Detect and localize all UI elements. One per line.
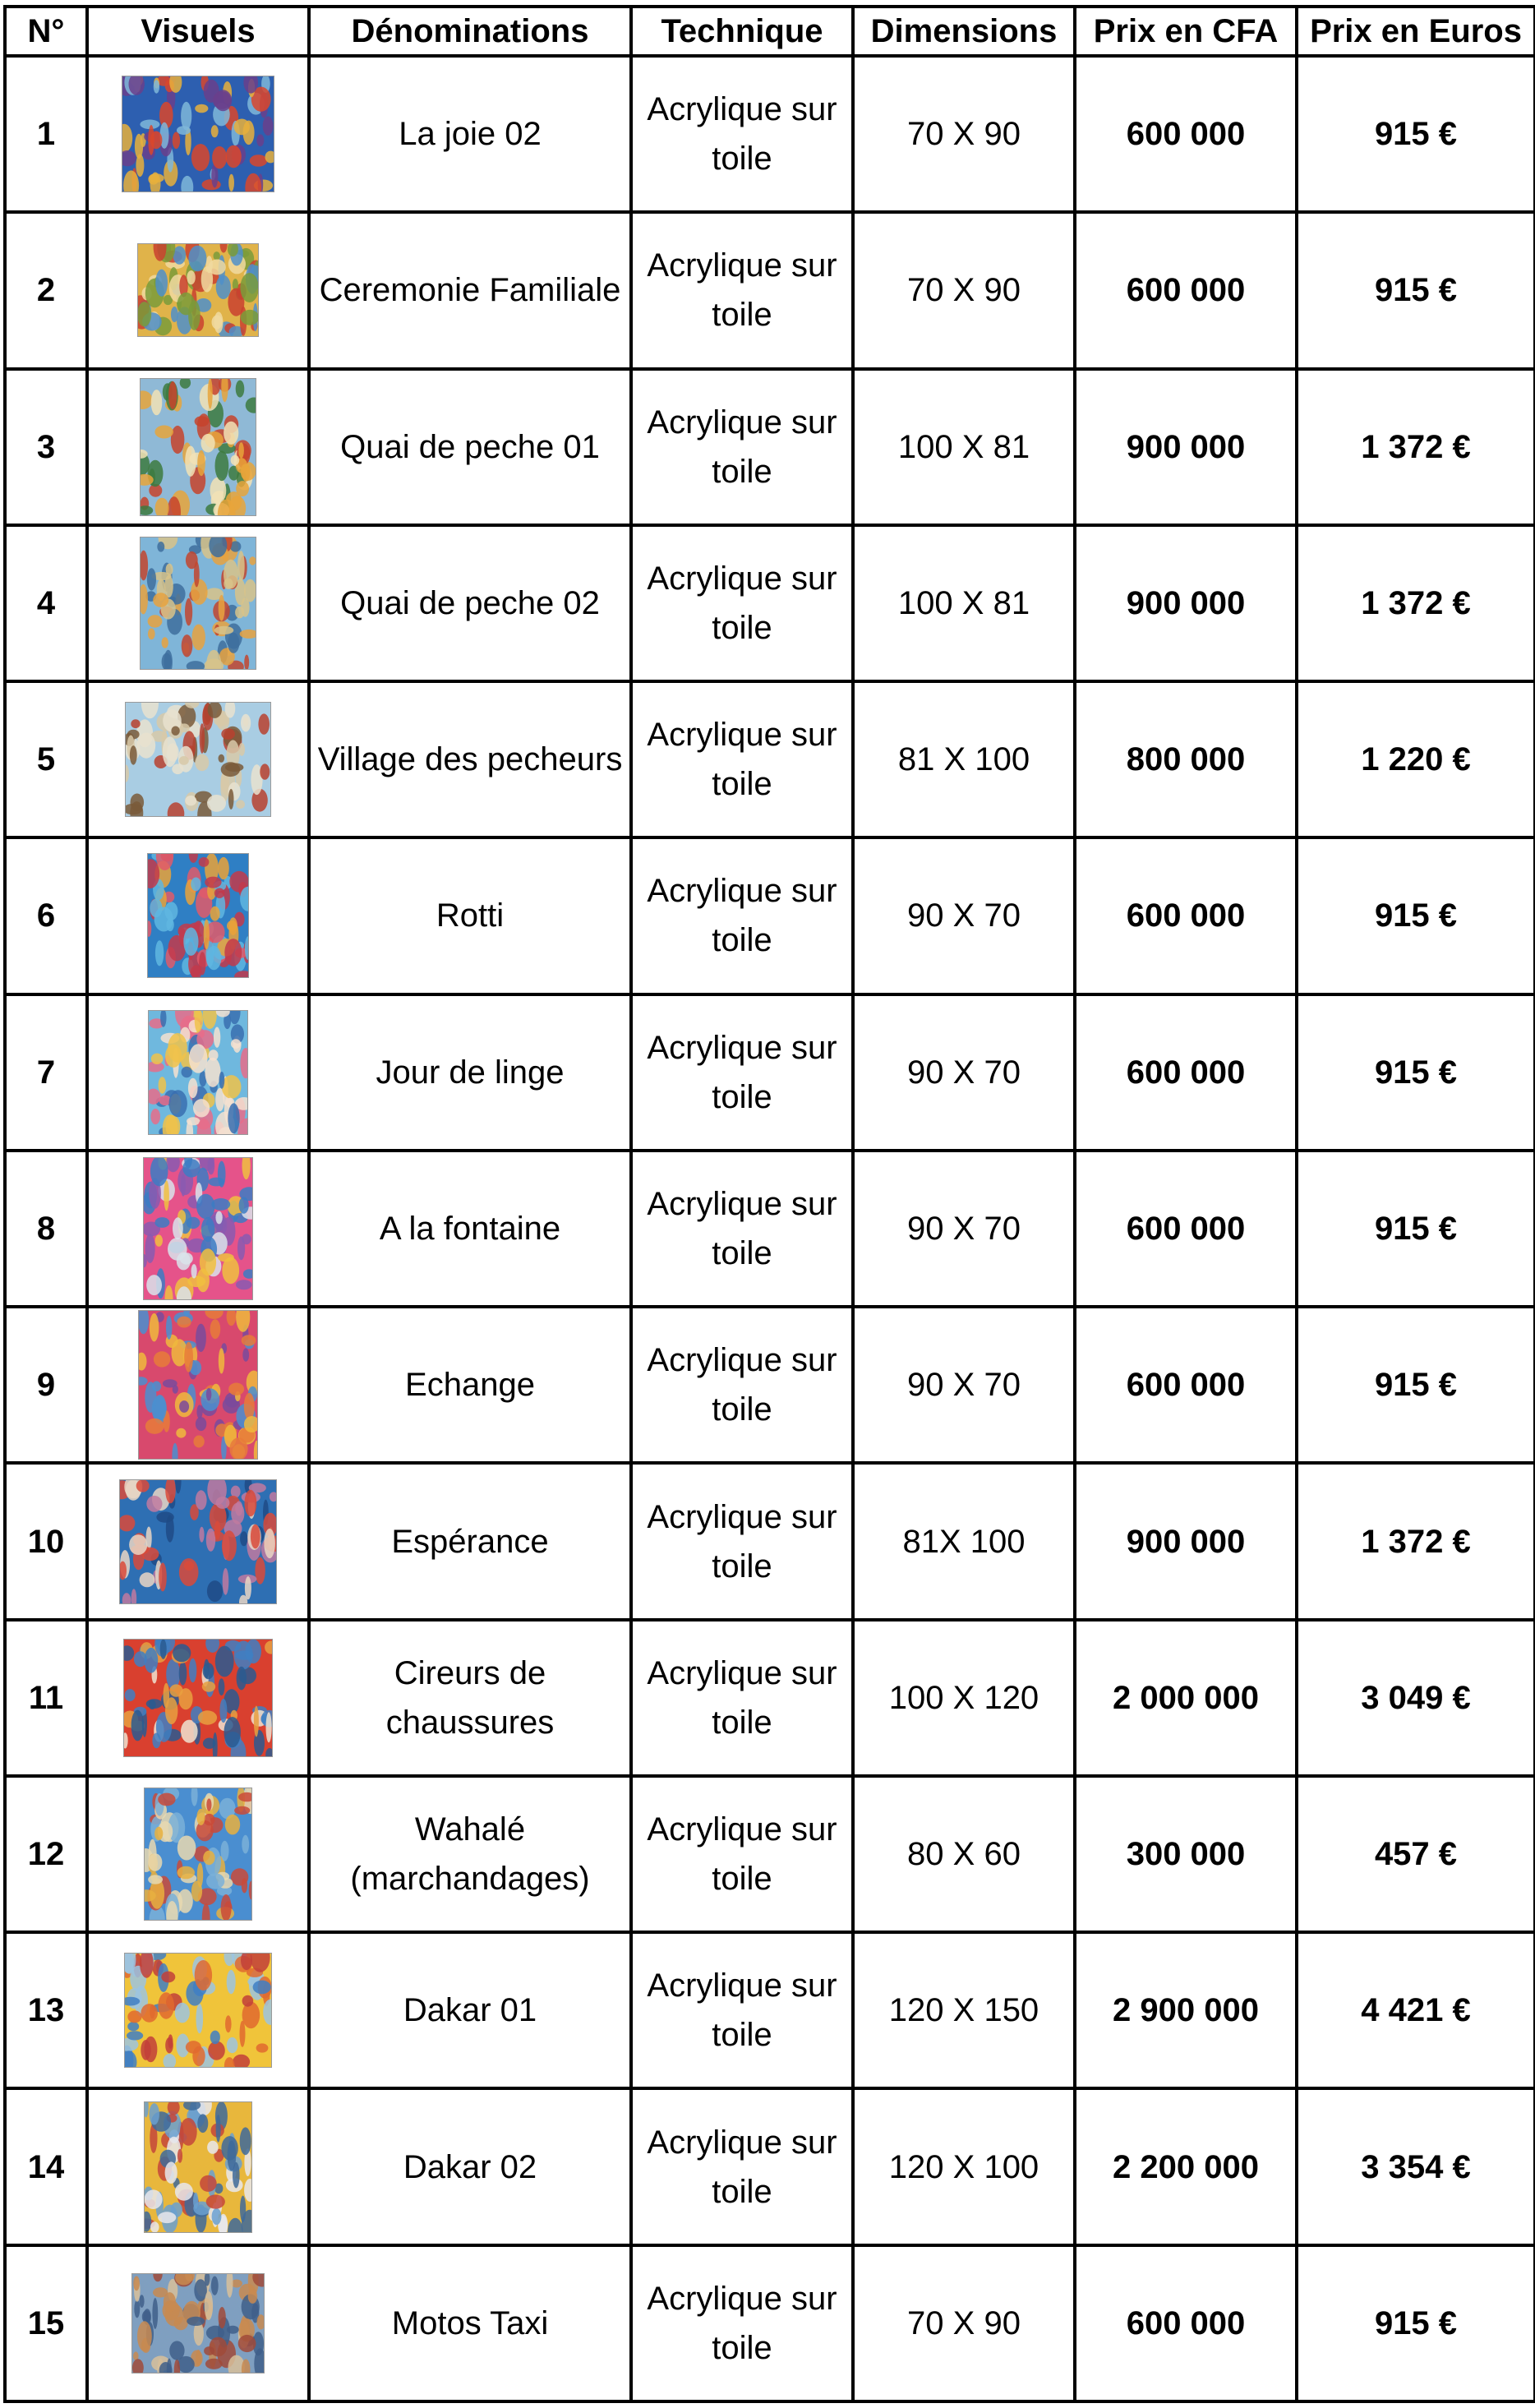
row-number: 8 (5, 1151, 87, 1307)
visual-cell (87, 1776, 309, 1932)
painting-thumbnail-icon (144, 2101, 252, 2233)
technique: Acrylique sur toile (631, 837, 853, 994)
artwork-name: Village des pecheurs (309, 681, 631, 837)
price-euros: 3 354 € (1297, 2088, 1535, 2244)
price-cfa: 800 000 (1075, 681, 1297, 837)
row-number: 3 (5, 369, 87, 525)
painting-thumbnail-icon (140, 537, 256, 670)
painting-thumbnail-icon (140, 378, 256, 516)
table-row (5, 994, 1535, 1151)
price-cfa: 600 000 (1075, 1307, 1297, 1463)
header-number: N° (5, 7, 87, 56)
visual-cell (87, 369, 309, 525)
dimensions: 81X 100 (853, 1463, 1075, 1619)
row-number: 2 (5, 212, 87, 368)
painting-thumbnail-icon (123, 1639, 273, 1757)
dimensions: 81 X 100 (853, 681, 1075, 837)
table-row (5, 1151, 1535, 1307)
visual-cell (87, 2088, 309, 2244)
visual-cell (87, 681, 309, 837)
dimensions: 70 X 90 (853, 2245, 1075, 2401)
row-number: 7 (5, 994, 87, 1151)
price-cfa: 600 000 (1075, 212, 1297, 368)
technique: Acrylique sur toile (631, 2088, 853, 2244)
price-euros: 915 € (1297, 1151, 1535, 1307)
visual-cell (87, 212, 309, 368)
artwork-name: Jour de linge (309, 994, 631, 1151)
row-number: 12 (5, 1776, 87, 1932)
artwork-name: Rotti (309, 837, 631, 994)
visual-cell (87, 1463, 309, 1619)
price-euros: 1 220 € (1297, 681, 1535, 837)
price-euros: 915 € (1297, 994, 1535, 1151)
row-number: 6 (5, 837, 87, 994)
price-cfa: 900 000 (1075, 369, 1297, 525)
visual-cell (87, 837, 309, 994)
price-euros: 4 421 € (1297, 1932, 1535, 2088)
price-euros: 915 € (1297, 212, 1535, 368)
painting-thumbnail-icon (131, 2273, 265, 2373)
row-number: 10 (5, 1463, 87, 1619)
table-body (5, 56, 1535, 2401)
price-cfa: 600 000 (1075, 2245, 1297, 2401)
price-list-table (3, 5, 1535, 2403)
visual-cell (87, 1307, 309, 1463)
artwork-name: La joie 02 (309, 56, 631, 212)
dimensions: 100 X 81 (853, 369, 1075, 525)
price-cfa: 900 000 (1075, 525, 1297, 681)
table-row (5, 212, 1535, 368)
price-euros: 915 € (1297, 2245, 1535, 2401)
header-dimensions: Dimensions (853, 7, 1075, 56)
row-number: 11 (5, 1620, 87, 1776)
price-cfa: 2 200 000 (1075, 2088, 1297, 2244)
price-euros: 915 € (1297, 837, 1535, 994)
price-cfa: 600 000 (1075, 56, 1297, 212)
painting-thumbnail-icon (147, 853, 249, 978)
painting-thumbnail-icon (122, 76, 274, 192)
table-row (5, 2245, 1535, 2401)
technique: Acrylique sur toile (631, 1151, 853, 1307)
artwork-name: Dakar 01 (309, 1932, 631, 2088)
header-names: Dénominations (309, 7, 631, 56)
painting-thumbnail-icon (143, 1157, 253, 1300)
price-cfa: 2 000 000 (1075, 1620, 1297, 1776)
dimensions: 90 X 70 (853, 1151, 1075, 1307)
dimensions: 90 X 70 (853, 1307, 1075, 1463)
table-row (5, 1776, 1535, 1932)
table-row (5, 1463, 1535, 1619)
technique: Acrylique sur toile (631, 56, 853, 212)
table-row (5, 1932, 1535, 2088)
dimensions: 70 X 90 (853, 212, 1075, 368)
technique: Acrylique sur toile (631, 1620, 853, 1776)
painting-thumbnail-icon (137, 243, 259, 337)
technique: Acrylique sur toile (631, 1463, 853, 1619)
technique: Acrylique sur toile (631, 994, 853, 1151)
table-row (5, 837, 1535, 994)
visual-cell (87, 1932, 309, 2088)
painting-thumbnail-icon (144, 1788, 252, 1921)
painting-thumbnail-icon (148, 1010, 248, 1135)
table-row (5, 369, 1535, 525)
dimensions: 100 X 120 (853, 1620, 1075, 1776)
price-euros: 457 € (1297, 1776, 1535, 1932)
artwork-name: Wahalé (marchandages) (309, 1776, 631, 1932)
price-euros: 915 € (1297, 1307, 1535, 1463)
visual-cell (87, 525, 309, 681)
technique: Acrylique sur toile (631, 1932, 853, 2088)
dimensions: 120 X 100 (853, 2088, 1075, 2244)
dimensions: 90 X 70 (853, 994, 1075, 1151)
technique: Acrylique sur toile (631, 681, 853, 837)
header-price-cfa: Prix en CFA (1075, 7, 1297, 56)
row-number: 14 (5, 2088, 87, 2244)
price-cfa: 900 000 (1075, 1463, 1297, 1619)
artwork-name: Quai de peche 02 (309, 525, 631, 681)
table-row (5, 1307, 1535, 1463)
artwork-name: Echange (309, 1307, 631, 1463)
artwork-name: Quai de peche 01 (309, 369, 631, 525)
price-cfa: 300 000 (1075, 1776, 1297, 1932)
artwork-name: Cireurs de chaussures (309, 1620, 631, 1776)
technique: Acrylique sur toile (631, 212, 853, 368)
technique: Acrylique sur toile (631, 525, 853, 681)
row-number: 4 (5, 525, 87, 681)
row-number: 9 (5, 1307, 87, 1463)
painting-thumbnail-icon (138, 1310, 258, 1460)
visual-cell (87, 56, 309, 212)
price-euros: 1 372 € (1297, 525, 1535, 681)
dimensions: 100 X 81 (853, 525, 1075, 681)
row-number: 15 (5, 2245, 87, 2401)
header-technique: Technique (631, 7, 853, 56)
dimensions: 90 X 70 (853, 837, 1075, 994)
header-price-euros: Prix en Euros (1297, 7, 1535, 56)
table-row (5, 525, 1535, 681)
table-row (5, 2088, 1535, 2244)
row-number: 13 (5, 1932, 87, 2088)
dimensions: 80 X 60 (853, 1776, 1075, 1932)
technique: Acrylique sur toile (631, 2245, 853, 2401)
row-number: 5 (5, 681, 87, 837)
painting-thumbnail-icon (124, 1953, 272, 2068)
painting-thumbnail-icon (125, 702, 271, 817)
row-number: 1 (5, 56, 87, 212)
artwork-name: Ceremonie Familiale (309, 212, 631, 368)
table-row (5, 681, 1535, 837)
price-cfa: 2 900 000 (1075, 1932, 1297, 2088)
technique: Acrylique sur toile (631, 1307, 853, 1463)
visual-cell (87, 1620, 309, 1776)
price-euros: 1 372 € (1297, 369, 1535, 525)
table-row (5, 1620, 1535, 1776)
price-cfa: 600 000 (1075, 994, 1297, 1151)
visual-cell (87, 1151, 309, 1307)
table-row (5, 56, 1535, 212)
artwork-name: Espérance (309, 1463, 631, 1619)
dimensions: 120 X 150 (853, 1932, 1075, 2088)
price-euros: 915 € (1297, 56, 1535, 212)
price-euros: 3 049 € (1297, 1620, 1535, 1776)
technique: Acrylique sur toile (631, 369, 853, 525)
visual-cell (87, 994, 309, 1151)
price-cfa: 600 000 (1075, 837, 1297, 994)
header-visuals: Visuels (87, 7, 309, 56)
dimensions: 70 X 90 (853, 56, 1075, 212)
visual-cell (87, 2245, 309, 2401)
price-euros: 1 372 € (1297, 1463, 1535, 1619)
technique: Acrylique sur toile (631, 1776, 853, 1932)
header-row (5, 7, 1535, 56)
artwork-name: Motos Taxi (309, 2245, 631, 2401)
painting-thumbnail-icon (119, 1479, 277, 1604)
artwork-name: A la fontaine (309, 1151, 631, 1307)
artwork-name: Dakar 02 (309, 2088, 631, 2244)
price-cfa: 600 000 (1075, 1151, 1297, 1307)
